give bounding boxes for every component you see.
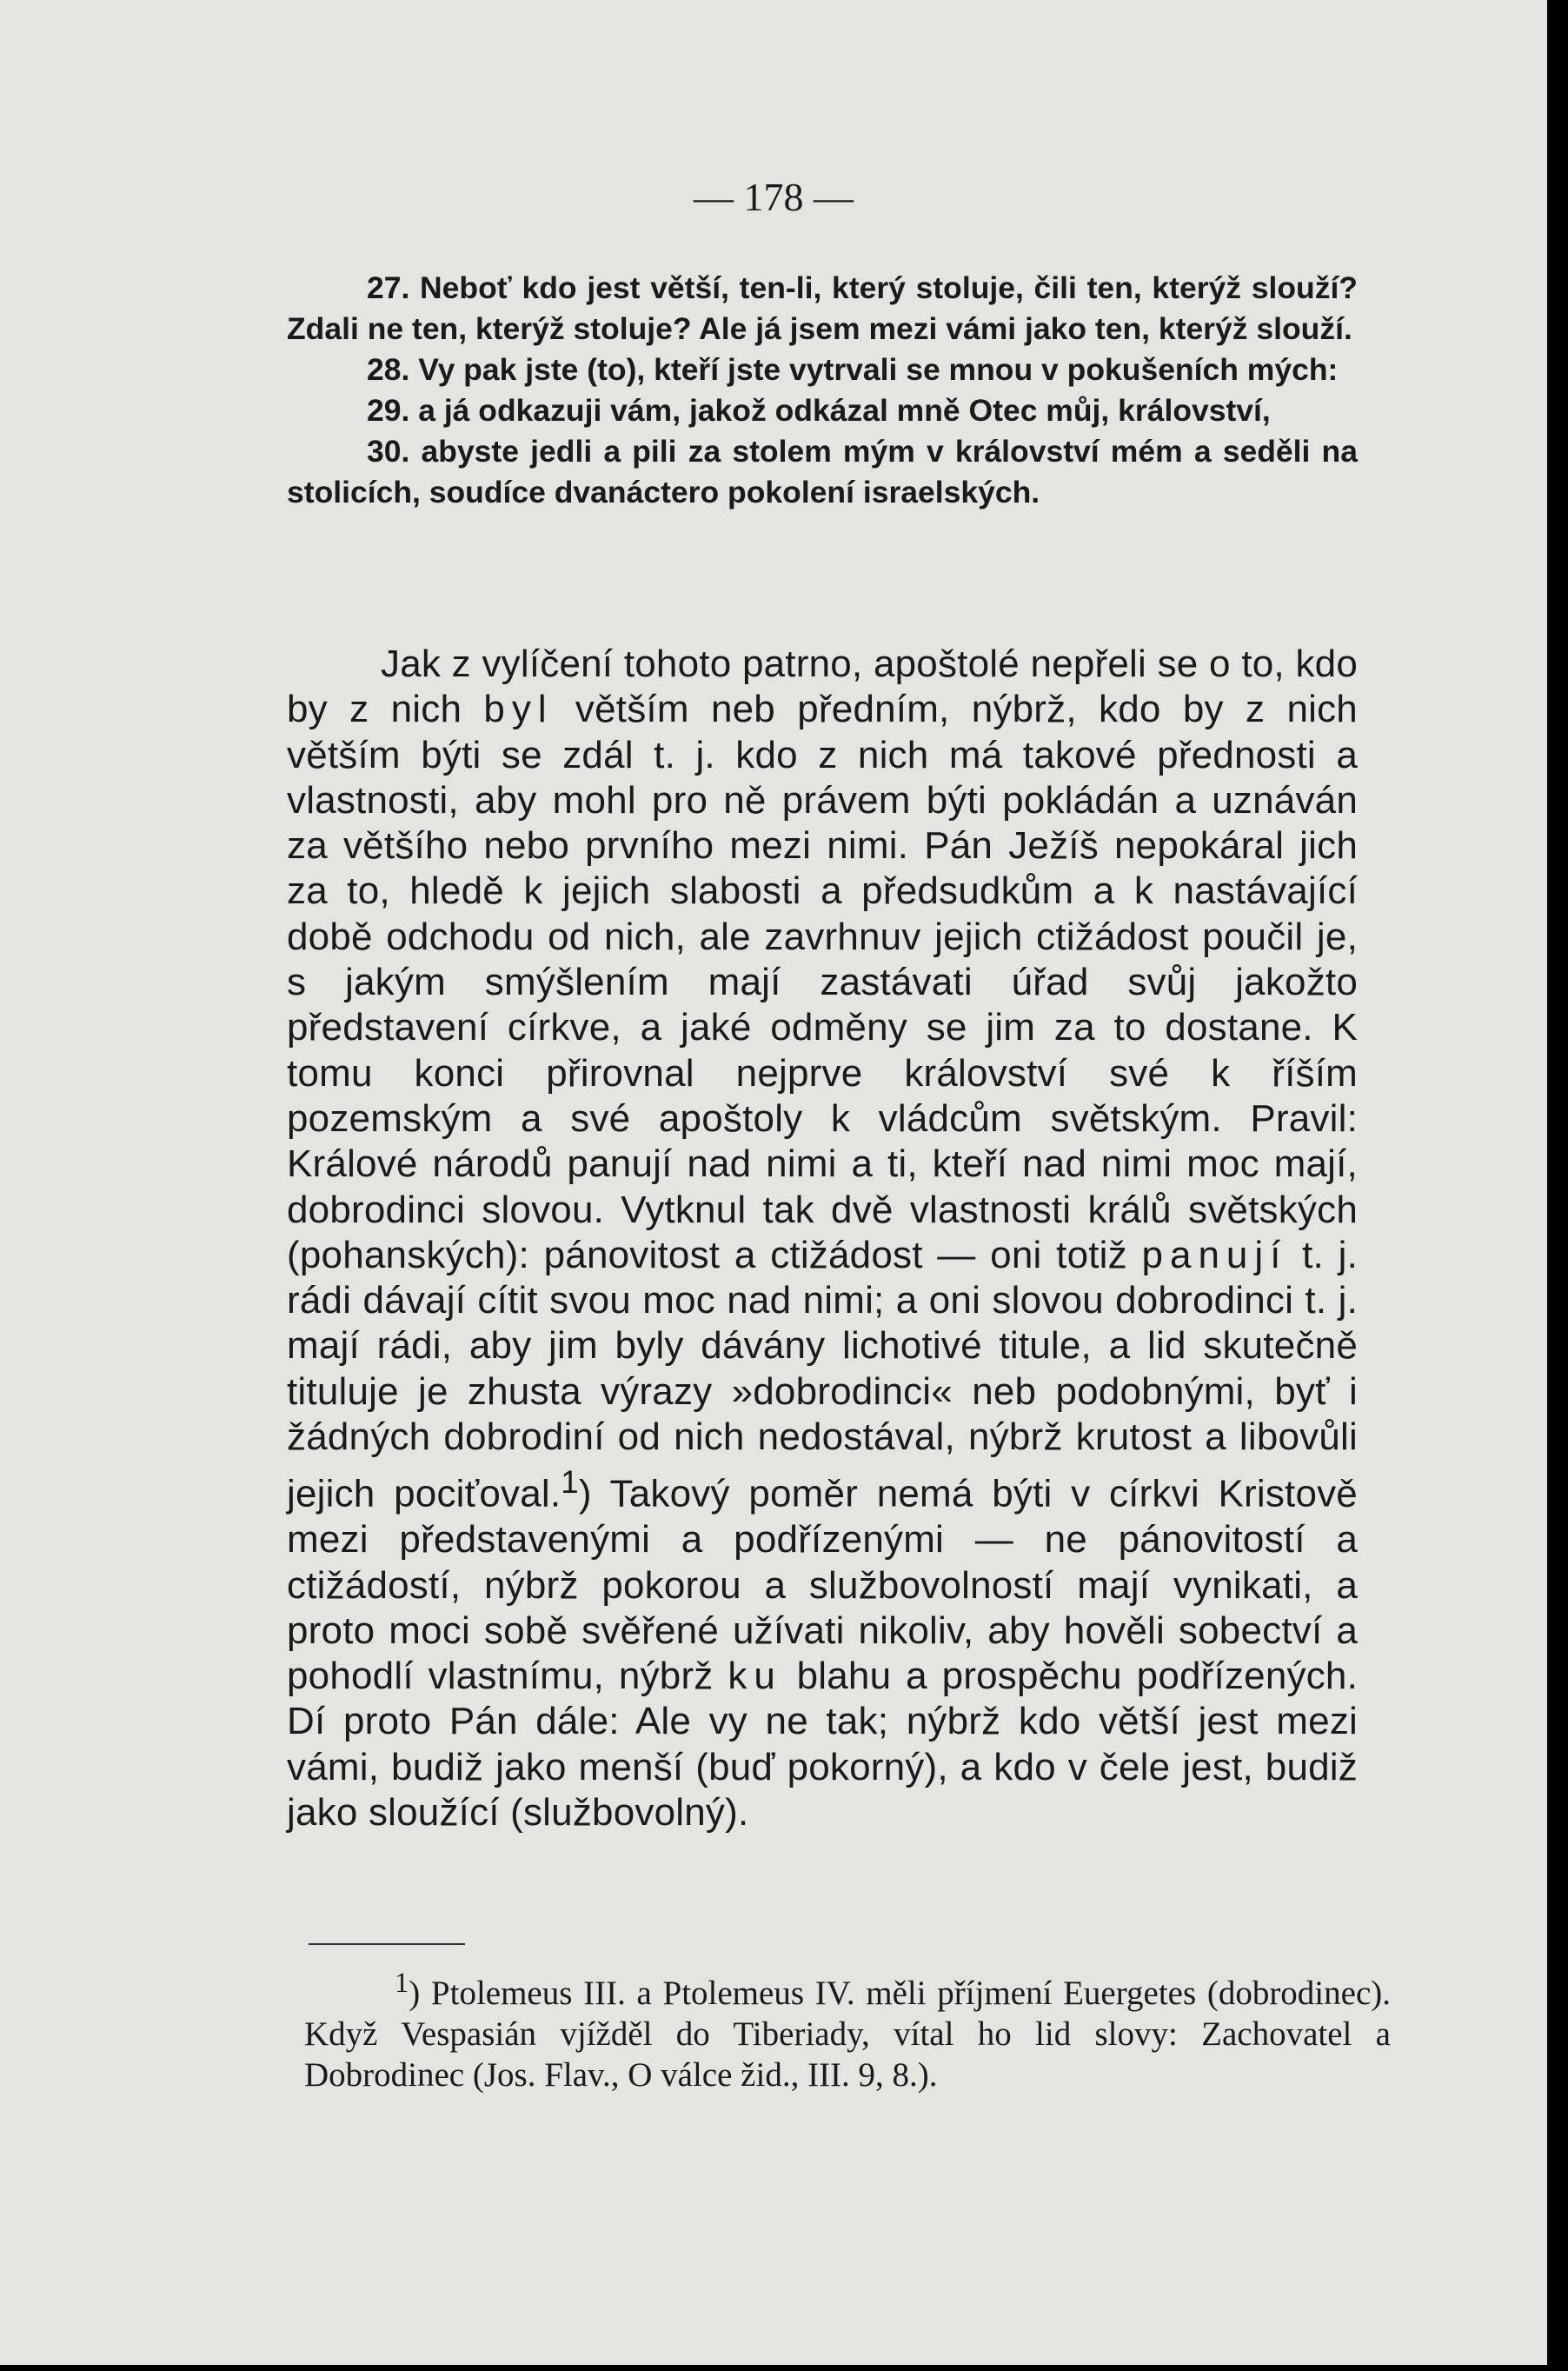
text-segment: blahu a prospěchu podřízených. Dí proto Pán dále: Ale vy ne tak; nýbrž kdo větší jest mezi vámi, budiž jako menší (buď pokorný), a kdo v čele jest, budiž jako sloužící (službovolný).: [287, 1655, 1358, 1835]
footnote-reference: 1: [561, 1464, 579, 1501]
emphasis-panuji: panují: [1141, 1233, 1288, 1276]
footnote-paragraph: [304, 1963, 1391, 2095]
commentary-text: [287, 642, 1358, 1835]
text-segment: větším neb předním, nýbrž, kdo by z nich větším býti se zdál t. j. kdo z nich má takové přednosti a vlastnosti, aby mohl pro ně právem býti pokládán a uznáván za většího nebo prvního mezi nimi. Pán Ježíš nepokáral jich za to, hledě k jejich slabosti a předsudkům a k nastávající době odchodu od nich, ale zavrhnuv jejich ctižádost poučil je, s jakým smýšlením mají zastávati úřad svůj jakožto představení církve, a jaké odměny se jim za to dostane. K tomu konci přirovnal nejprve království své k říším pozemským a své apoštoly k vládcům světským. Pravil: Králové národů panují nad nimi a ti, kteří nad nimi moc mají, dobrodinci slovou. Vytknul tak dvě vlastnosti králů světských (pohanských): pánovitost a ctižádost — oni totiž: [287, 688, 1358, 1276]
text-segment: t. j. rádi dávají cítit svou moc nad nimi; a oni slovou dobrodinci t. j. mají rádi, aby jim byly dávány lichotivé titule, a lid skutečně tituluje je zhusta výrazy »dobrodinci« neb podobnými, byť i žádných dobrodiní od nich nedostával, nýbrž krutost a libovůli jejich pociťoval.: [287, 1233, 1358, 1515]
footnote-marker: 1: [395, 1968, 409, 1999]
verse-27: 27. Neboť kdo jest větší, ten-li, který stoluje, čili ten, kterýž slouží? Zdali ne ten, kterýž stoluje? Ale já jsem mezi vámi jako ten, kterýž slouží.: [287, 270, 1358, 346]
verse-28: 28. Vy pak jste (to), kteří jste vytrvali se mnou v pokušeních mých:: [367, 352, 1339, 387]
page-number: — 178 —: [694, 175, 854, 219]
scripture-verses: [287, 268, 1358, 513]
text-segment: Jak z vylíčení tohoto patrno, apoštolé nepřeli se o to, kdo by z nich: [287, 643, 1358, 731]
scan-edge-mark: [1554, 187, 1566, 211]
verse-30: 30. abyste jedli a pili za stolem mým v království mém a seděli na stolicích, soudíce dvanáctero pokolení israelských.: [287, 434, 1358, 509]
emphasis-byl: byl: [483, 688, 554, 731]
footnote-text: ) Ptolemeus III. a Ptolemeus IV. měli příjmení Euergetes (dobrodinec). Když Vespasián vjížděl do Tiberiady, vítal ho lid slovy: Zachovatel a Dobrodinec (Jos. Flav., O válce žid., III. 9, 8.).: [304, 1975, 1391, 2094]
footnote: [304, 1963, 1391, 2095]
footnote-divider: [309, 1943, 465, 1945]
emphasis-ku: ku: [728, 1655, 782, 1698]
verse-29: 29. a já odkazuji vám, jakož odkázal mně Otec můj, království,: [367, 393, 1271, 428]
scan-edge-mark: [1554, 1165, 1566, 1189]
commentary-paragraph: [287, 642, 1358, 1835]
text-segment: ) Takový poměr nemá býti v církvi Kristově mezi představenými a podřízenými — ne pánovitostí a ctižádostí, nýbrž pokorou a službovolností mají vynikati, a proto moci sobě svěřené užívati nikoliv, aby hověli sobectví a pohodlí vlastnímu, nýbrž: [287, 1473, 1358, 1698]
